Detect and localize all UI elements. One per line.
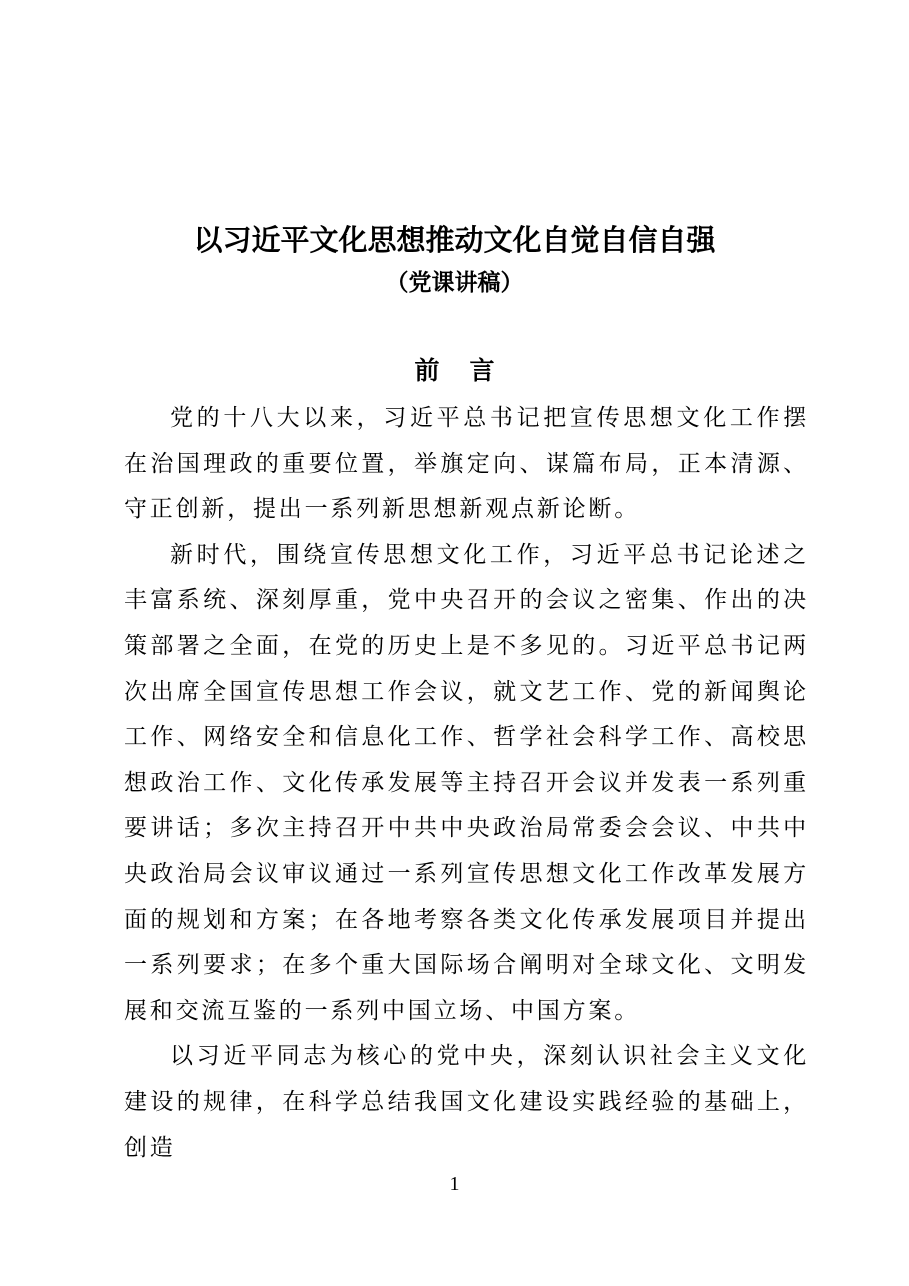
paragraph: 新时代，围绕宣传思想文化工作，习近平总书记论述之丰富系统、深刻厚重，党中央召开的会议之密集、作出的决策部署之全面，在党的历史上是不多见的。习近平总书记两次出席全国宣传思想工作会议，就文艺工作、党的新闻舆论工作、网络安全和信息化工作、哲学社会科学工作、高校思想政治工作、文化传承发展等主持召开会议并发表一系列重要讲话；多次主持召开中共中央政治局常委会会议、中共中央政治局会议审议通过一系列宣传思想文化工作改革发展方面的规划和方案；在各地考察各类文化传承发展项目并提出一系列要求；在多个重大国际场合阐明对全球文化、文明发展和交流互鉴的一系列中国立场、中国方案。 (124, 541, 809, 1024)
body-text (124, 396, 809, 1171)
document-subtitle: （党课讲稿） (385, 270, 524, 296)
section-heading-preface: 前言 (414, 356, 525, 385)
document-title: 以习近平文化思想推动文化自觉自信自强 (193, 223, 716, 257)
paragraph: 党的十八大以来，习近平总书记把宣传思想文化工作摆在治国理政的重要位置，举旗定向、谋篇布局，正本清源、守正创新，提出一系列新思想新观点新论断。 (124, 405, 809, 523)
paragraph: 以习近平同志为核心的党中央，深刻认识社会主义文化建设的规律，在科学总结我国文化建设实践经验的基础上，创造 (124, 1043, 809, 1161)
page-number: 1 (449, 1173, 460, 1195)
